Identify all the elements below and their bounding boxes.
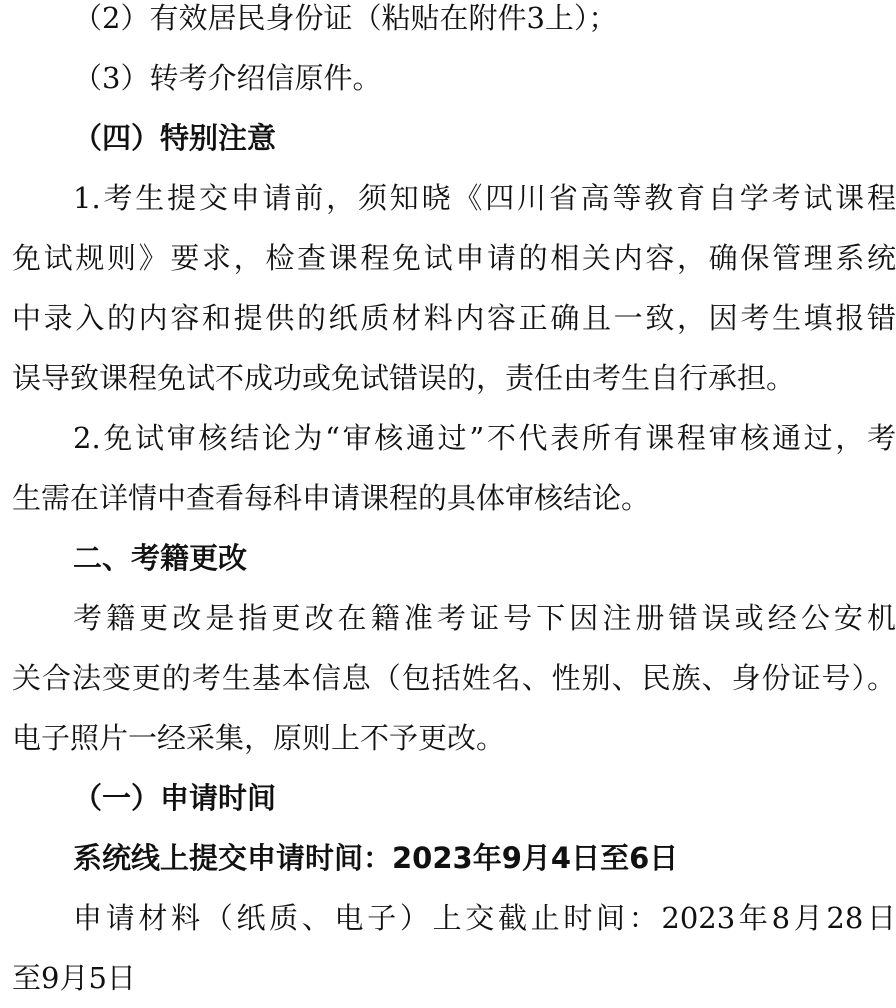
- list-item-transfer-letter: （3）转考介绍信原件。: [73, 61, 382, 95]
- section-heading-application-time: （一）申请时间: [73, 781, 277, 815]
- paragraph-note-2-line-2: 生需在详情中查看每科申请课程的具体审核结论。: [12, 481, 651, 515]
- paragraph-record-change-line-2: 关合法变更的考生基本信息（包括姓名、性别、民族、身份证号）。: [12, 661, 896, 695]
- paragraph-note-1-line-4: 误导致课程免试不成功或免试错误的，责任由考生自行承担。: [12, 361, 796, 395]
- online-submission-time: 系统线上提交申请时间：2023年9月4日至6日: [73, 841, 679, 875]
- list-item-id-card: （2）有效居民身份证（粘贴在附件3上）；: [73, 1, 618, 35]
- material-deadline-line-2: 至9月5日: [12, 961, 136, 995]
- paragraph-record-change-line-3: 电子照片一经采集，原则上不予更改。: [12, 721, 506, 755]
- paragraph-note-1-line-3: 中录入的内容和提供的纸质材料内容正确且一致，因考生填报错: [12, 301, 896, 335]
- material-deadline-line-1: 申请材料（纸质、电子）上交截止时间：2023年8月28日: [73, 901, 896, 935]
- section-heading-special-notes: （四）特别注意: [73, 121, 277, 155]
- paragraph-note-2-line-1: 2.免试审核结论为“审核通过”不代表所有课程审核通过，考: [73, 421, 896, 455]
- paragraph-note-1-line-1: 1.考生提交申请前，须知晓《四川省高等教育自学考试课程: [73, 181, 896, 215]
- paragraph-record-change-line-1: 考籍更改是指更改在籍准考证号下因注册错误或经公安机: [73, 601, 896, 635]
- section-heading-record-change: 二、考籍更改: [73, 541, 248, 575]
- paragraph-note-1-line-2: 免试规则》要求，检查课程免试申请的相关内容，确保管理系统: [12, 241, 896, 275]
